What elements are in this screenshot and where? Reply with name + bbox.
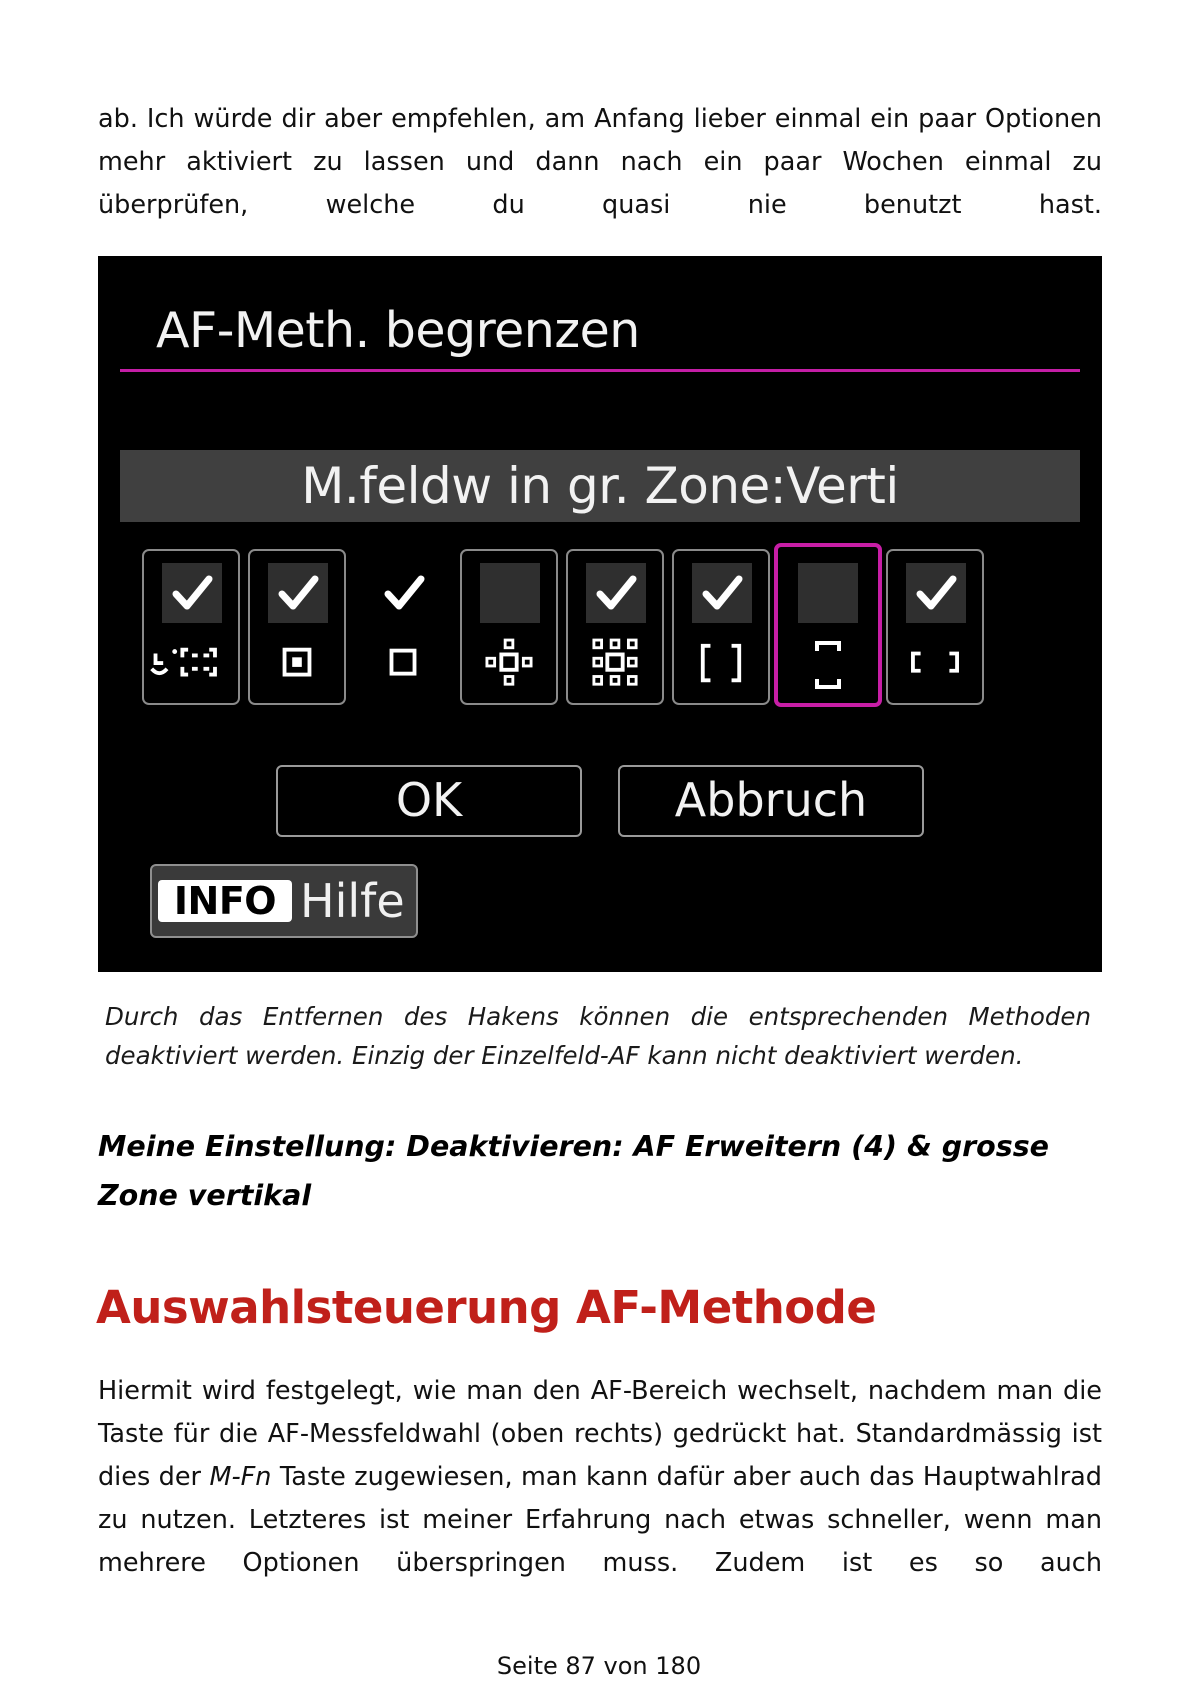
- check-icon: [374, 563, 434, 623]
- setting-line-1: Meine Einstellung: Deaktivieren: AF Erweitern (4) & grosse: [98, 1130, 1050, 1163]
- large-zone-horizontal-icon: [888, 637, 982, 693]
- selected-method-label: M.feldw in gr. Zone:Verti: [120, 450, 1080, 522]
- af-expand-surround-icon: [568, 637, 662, 693]
- check-icon[interactable]: [692, 563, 752, 623]
- setting-line-2: Zone vertikal: [98, 1179, 312, 1212]
- body-text-part-2: Taste zugewiesen, man kann dafür aber auch das Hauptwahlrad zu nutzen. Letzteres ist meiner Erfahrung nach etwas schneller, wenn man mehrere Optionen überspringen muss. Zudem ist es so auch: [98, 1462, 1102, 1578]
- ok-button[interactable]: OK: [276, 765, 582, 837]
- checkbox-empty[interactable]: [798, 563, 858, 623]
- check-icon[interactable]: [162, 563, 222, 623]
- large-zone-vertical-icon: [778, 637, 878, 693]
- af-method-expand-surround[interactable]: [566, 549, 664, 705]
- af-method-single-point: [354, 549, 452, 705]
- single-point-af-icon: [356, 637, 450, 693]
- camera-menu-screenshot: [98, 256, 1102, 972]
- spot-af-icon: [250, 637, 344, 693]
- info-help-button[interactable]: [150, 864, 418, 938]
- intro-paragraph: ab. Ich würde dir aber empfehlen, am Anfang lieber einmal ein paar Optionen mehr aktiviert zu lassen und dann nach ein paar Wochen einmal zu überprüfen, welche du quasi nie benutzt hast.: [98, 104, 1102, 220]
- af-method-spot[interactable]: [248, 549, 346, 705]
- af-method-large-zone-vertical[interactable]: [774, 543, 882, 707]
- check-icon[interactable]: [268, 563, 328, 623]
- page-footer: Seite 87 von 180: [496, 1652, 702, 1680]
- zone-af-icon: [674, 637, 768, 693]
- af-method-zone[interactable]: [672, 549, 770, 705]
- af-method-large-zone-horizontal[interactable]: [886, 549, 984, 705]
- caption-line-2: deaktiviert werden. Einzig der Einzelfeld-AF kann nicht deaktiviert werden.: [105, 1041, 1024, 1070]
- section-heading: Auswahlsteuerung AF-Methode: [96, 1281, 877, 1334]
- checkbox-empty[interactable]: [480, 563, 540, 623]
- caption-line-1: Durch das Entfernen des Hakens können die entsprechenden Methoden: [105, 1002, 1091, 1031]
- face-tracking-icon: [144, 637, 238, 693]
- body-text-part-1: Hiermit wird festgelegt, wie man den AF-Bereich wechselt, nachdem man die Taste für die AF-Messfeldwahl (oben rechts) gedrückt hat. Standardmässig ist dies der: [98, 1376, 1102, 1492]
- info-key-badge: INFO: [158, 880, 292, 922]
- body-emphasis: M-Fn: [209, 1462, 272, 1492]
- body-paragraph: [98, 1370, 1102, 1585]
- cancel-button[interactable]: Abbruch: [618, 765, 924, 837]
- help-label: Hilfe: [300, 874, 405, 928]
- af-expand-4-icon: [462, 637, 556, 693]
- check-icon[interactable]: [586, 563, 646, 623]
- menu-title: AF-Meth. begrenzen: [156, 302, 640, 359]
- check-icon[interactable]: [906, 563, 966, 623]
- title-divider: [120, 369, 1080, 372]
- af-method-face-tracking[interactable]: [142, 549, 240, 705]
- af-method-expand-4[interactable]: [460, 549, 558, 705]
